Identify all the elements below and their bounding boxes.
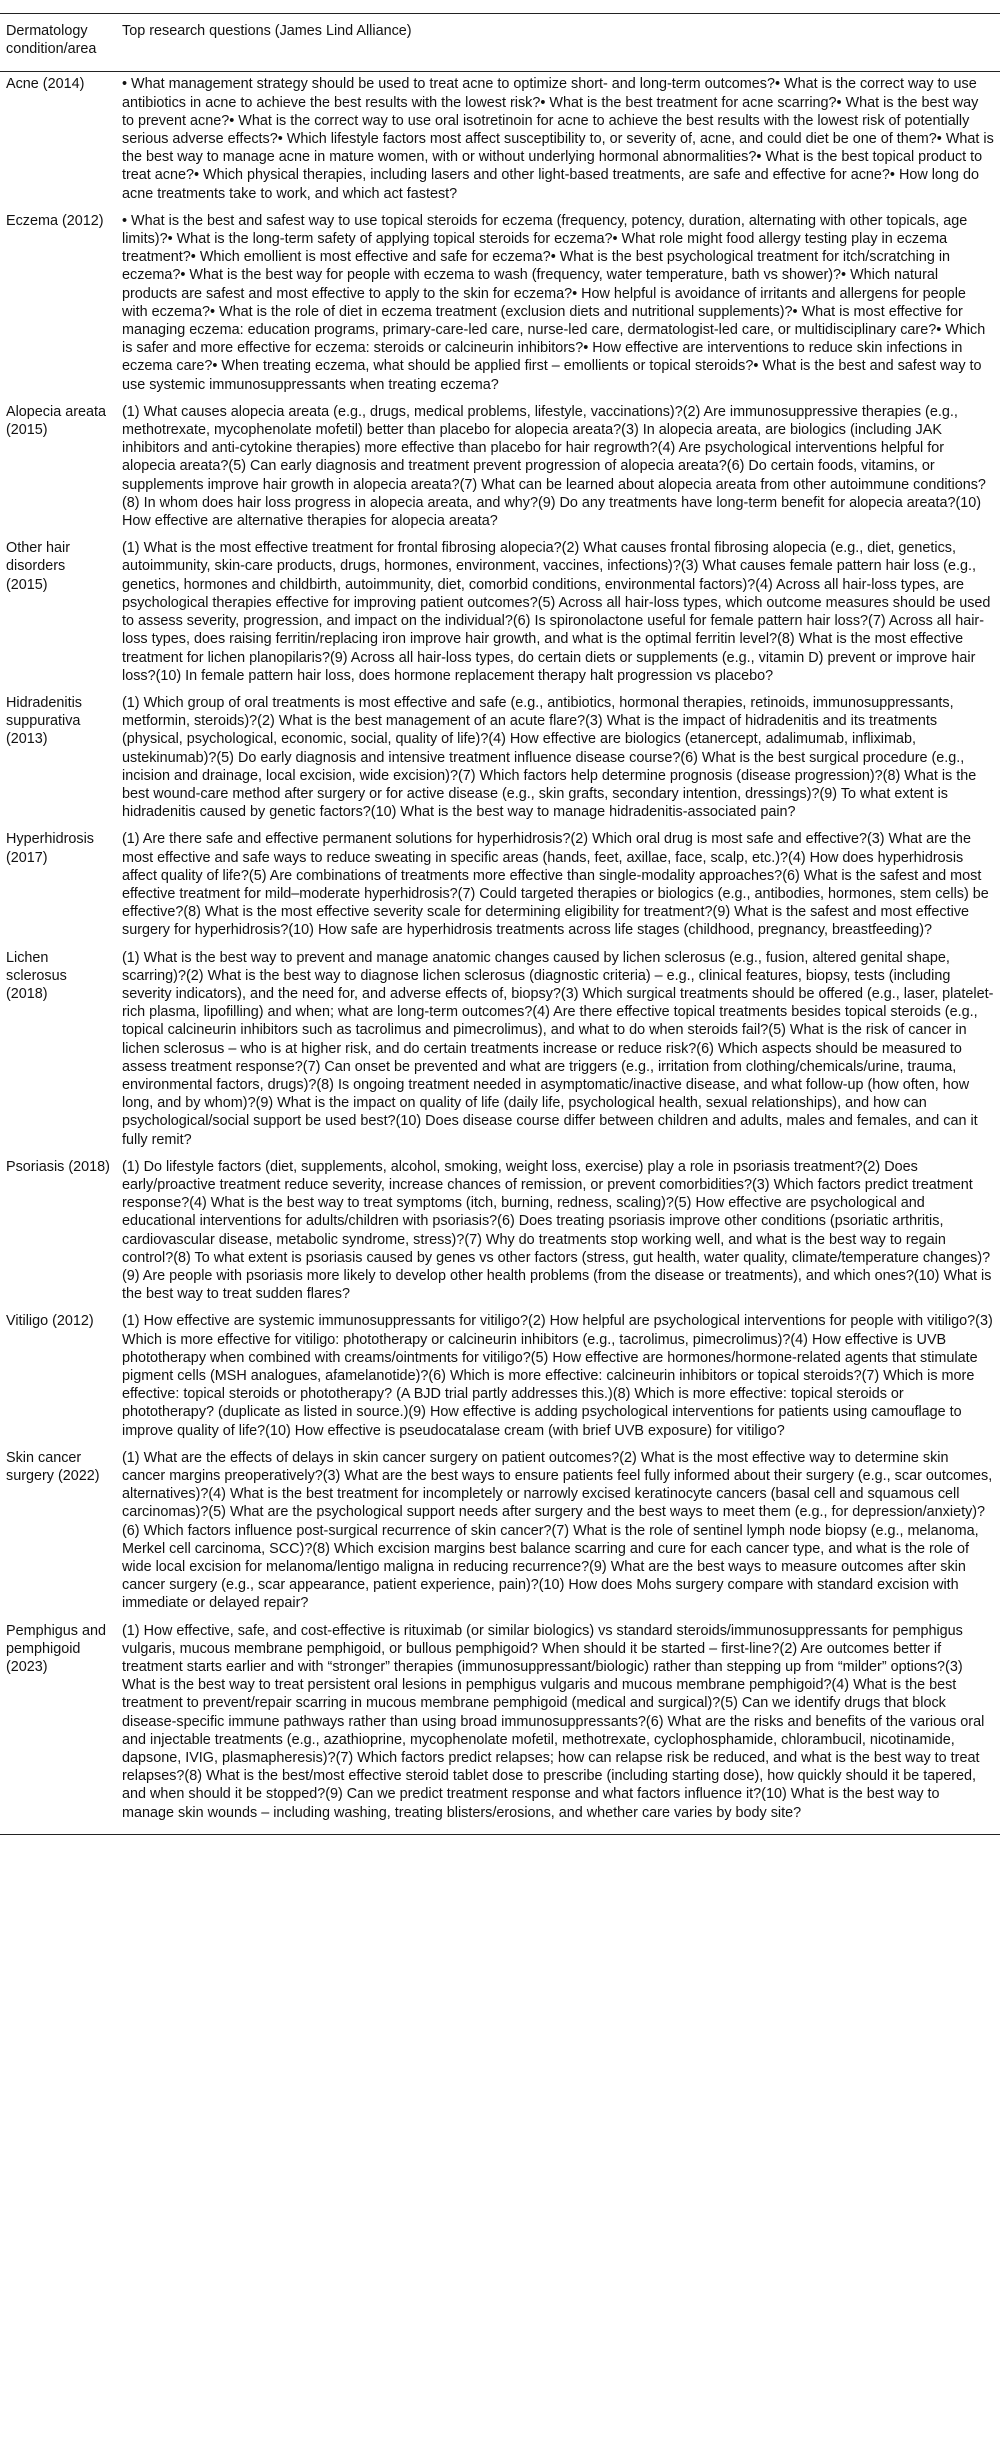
condition-cell: Psoriasis (2018) (6, 1158, 110, 1175)
questions-cell: (1) Do lifestyle factors (diet, supplements, alcohol, smoking, weight loss, exercise) play a role in psoriasis treatment?(2) Does early/proactive treatment reduce severity, increase chances of remission, or prevent comorbidities?(3) Which factors predict treatment response?(4) What is the best way to treat symptoms (itch, burning, redness, scaling)?(5) How effective are psychological and educational interventions for adults/children with psoriasis?(6) Does treating psoriasis improve other conditions (psoriatic arthritis, cardiovascular disease, metabolic syndrome, stress)?(7) Why do treatments stop working well, and what is the best way to regain control?(8) To what extent is psoriasis caused by genes vs other factors (stress, gut health, water quality, climate/temperature changes)?(9) Are people with psoriasis more likely to develop other health problems (from the disease or treatments), and which ones?(10) What is the best way to treat sudden flares? (122, 1158, 992, 1303)
table-row-hyperhidrosis (0, 827, 1000, 945)
header-condition: Dermatology condition/area (0, 14, 116, 72)
questions-cell: (1) Are there safe and effective permanent solutions for hyperhidrosis?(2) Which oral drug is most safe and effective?(3) What are the most effective and safe ways to reduce sweating in specific areas (hands, feet, axillae, face, scalp, etc.)?(4) How does hyperhidrosis affect quality of life?(5) Are combinations of treatments more effective than single-modality approaches?(6) What is the safest and most effective treatment for mild–moderate hyperhidrosis?(7) Could targeted therapies or biologics (e.g., antibodies, hormones, stem cells) be effective?(8) What is the most effective severity scale for determining eligibility for treatment?(9) What is the safest and most effective surgery for hyperhidrosis?(10) How safe are hyperhidrosis treatments across life stages (childhood, pregnancy, breastfeeding)? (122, 831, 989, 939)
header-questions: Top research questions (James Lind Alliance) (116, 14, 1000, 72)
condition-cell: Skin cancer surgery (2022) (6, 1449, 100, 1485)
condition-cell: Hyperhidrosis (2017) (6, 831, 94, 866)
questions-cell: (1) How effective are systemic immunosuppressants for vitiligo?(2) How helpful are psychological interventions for people with vitiligo?(3) Which is more effective for vitiligo: phototherapy or calcineurin inhibitors (e.g., tacrolimus, pimecrolimus)?(4) How effective is UVB phototherapy when combined with creams/ointments for vitiligo?(5) How effective are hormones/hormone-related agents that stimulate pigment cells (MSH analogues, afamelanotide)?(6) Which is more effective: calcineurin inhibitors or topical steroids?(7) Which is more effective: topical steroids or phototherapy? (A BJD trial partly addresses this.)(8) Which is more effective: topical steroids or phototherapy? (duplicate as listed in source.)(9) How effective is adding psychological interventions for patients using camouflage to improve quality of life?(10) How effective is pseudocatalase cream (with brief UVB exposure) for vitiligo? (122, 1313, 993, 1439)
table-row-acne (0, 72, 1000, 209)
questions-cell: (1) What causes alopecia areata (e.g., drugs, medical problems, lifestyle, vaccinations)?(2) Are immunosuppressive therapies (e.g., methotrexate, mycophenolate mofetil) better than placebo for alopecia areata?(3) In alopecia areata, are biologics (including JAK inhibitors and anti-cytokine therapies) more effective than placebo for hair regrowth?(4) Are psychological interventions helpful for alopecia areata?(5) Can early diagnosis and treatment prevent progression of alopecia areata?(6) Do certain foods, vitamins, or supplements improve hair growth in alopecia areata?(7) What can be learned about alopecia areata from other autoimmune conditions?(8) In whom does hair loss progress in alopecia areata, and why?(9) Do any treatments have long-term benefit for alopecia areata?(10) How effective are alternative therapies for alopecia areata? (122, 403, 986, 530)
header-row (0, 14, 1000, 72)
condition-cell: Lichen sclerosus (2018) (6, 949, 67, 1002)
table-row-hidradenitis-suppurativa (0, 691, 1000, 827)
questions-cell: (1) What is the best way to prevent and manage anatomic changes caused by lichen sclerosus (e.g., fusion, altered genital shape, scarring)?(2) What is the best way to diagnose lichen sclerosus (diagnostic criteria) – e.g., clinical features, biopsy, tests (including severity indicators), and the need for, and adverse effects of, biopsy?(3) Which surgical treatments should be offered (e.g., laser, platelet-rich plasma, lipofilling) and when; what are long-term outcomes?(4) Are there effective topical treatments besides topical steroids (e.g., topical calcineurin inhibitors such as tacrolimus and pimecrolimus), and what to do when steroids fail?(5) What is the risk of cancer in lichen sclerosus – who is at higher risk, and do certain treatments increase or reduce risk?(6) Which aspects should be measured to assess treatment response?(7) Can onset be prevented and what are triggers (e.g., irritation from clothing/chemicals/urine, trauma, environmental factors, drugs)?(8) Is ongoing treatment needed in asymptomatic/inactive disease, and what follow-up (how often, how long, and by whom)?(9) What is the impact on quality of life (daily life, psychological health, sexual relationships), and how can psychological/social support be used best?(10) Does disease course differ between children and adults, males and females, and can it fully remit? (122, 949, 994, 1148)
condition-cell: Other hair disorders (2015) (6, 540, 70, 593)
questions-cell: • What is the best and safest way to use topical steroids for eczema (frequency, potency, duration, alternating with other topicals, age limits)?• What is the long-term safety of applying topical steroids for eczema?• What role might food allergy testing play in eczema treatment?• Which emollient is most effective and safe for eczema?• What is the best psychological treatment for itch/scratching in eczema?• What is the best way for people with eczema to wash (frequency, water temperature, bath vs shower)?• Which natural products are safest and most effective to apply to the skin for eczema?• How helpful is avoidance of irritants and allergens for people with eczema?• What is the role of diet in eczema treatment (exclusion diets and nutritional supplements)?• What is most effective for managing eczema: education programs, primary-care-led care, nurse-led care, dermatologist-led care, or multidisciplinary care?• Which is safer and more effective for eczema: steroids or calcineurin inhibitors?• How effective are interventions to reduce skin infections in eczema care?• When treating eczema, what should be applied first – emollients or topical steroids?• What is the best and safest way to use systemic immunosuppressants when treating eczema? (122, 212, 986, 393)
questions-cell: • What management strategy should be used to treat acne to optimize short- and long-term outcomes?• What is the correct way to use antibiotics in acne to achieve the best results with the lowest risk?• What is the best treatment for acne scarring?• What is the best way to prevent acne?• What is the correct way to use oral isotretinoin for acne to achieve the best results with the lowest risk of potentially serious adverse effects?• Which lifestyle factors most affect susceptibility to, or severity of, acne, and could diet be one of them?• What is the best way to manage acne in mature women, with or without underlying hormonal abnormalities?• What is the best topical product to treat acne?• Which physical therapies, including lasers and other light-based treatments, are safe and effective for acne?• How long do acne treatments take to work, and which act fastest? (122, 76, 994, 202)
questions-cell: (1) How effective, safe, and cost-effective is rituximab (or similar biologics) vs standard steroids/immunosuppressants for pemphigus vulgaris, mucous membrane pemphigoid, or bullous pemphigoid? When should it be started – first-line?(2) Are outcomes better if treatment starts earlier and with “stronger” therapies (immunosuppressant/biologic) rather than stepping up from “milder” options?(3) What is the best way to treat persistent oral lesions in pemphigus vulgaris and mucous membrane pemphigoid?(4) What is the best treatment to prevent/repair scarring in mucous membrane pemphigoid (medical and surgical)?(5) Can we identify drugs that block disease-specific immune pathways rather than using broad immunosuppressants?(6) What are the risks and benefits of the various oral and injectable treatments (e.g., azathioprine, mycophenolate mofetil, methotrexate, cyclophosphamide, chlorambucil, nicotinamide, dapsone, IVIG, plasmapheresis)?(7) Which factors predict relapses; how can relapse risk be reduced, and what is the best way to treat relapses?(8) What is the best/most effective steroid tablet dose to prescribe (including starting dose), how quickly should it be tapered, and when should it be stopped?(9) Can we predict treatment response and what factors influence it?(10) What is the best way to manage skin wounds – including washing, treating blisters/erosions, and whether care varies by body site? (116, 1619, 1000, 1835)
table-row-skin-cancer-surgery (0, 1446, 1000, 1619)
questions-cell: (1) Which group of oral treatments is most effective and safe (e.g., antibiotics, hormonal therapies, retinoids, immunosuppressants, metformin, steroids)?(2) What is the best management of an acute flare?(3) What is the impact of hidradenitis and its treatments (physical, psychological, economic, social, quality of life)?(4) How effective are biologics (etanercept, adalimumab, infliximab, ustekinumab)?(5) Do early diagnosis and intensive treatment influence disease course?(6) What is the best surgical procedure (e.g., incision and drainage, local excision, wide excision)?(7) Which factors help determine prognosis (disease progression)?(8) What is the best wound-care method after surgery or for active disease (e.g., skin grafts, secondary intention, dressings)?(9) To what extent is hidradenitis caused by genetic factors?(10) What is the best way to manage hidradenitis-associated pain? (122, 694, 977, 821)
table-row-vitiligo (0, 1309, 1000, 1445)
research-questions-table (0, 13, 1000, 1835)
table-header (0, 14, 1000, 72)
table-row-lichen-sclerosus (0, 946, 1000, 1155)
table-row-psoriasis (0, 1155, 1000, 1310)
table-row-other-hair-disorders (0, 536, 1000, 691)
condition-cell: Pemphigus and pemphigoid (2023) (0, 1619, 116, 1835)
table-row-eczema (0, 209, 1000, 400)
condition-cell: Eczema (2012) (6, 212, 104, 229)
table-row-pemphigus-pemphigoid (0, 1619, 1000, 1835)
questions-cell: (1) What is the most effective treatment for frontal fibrosing alopecia?(2) What causes frontal fibrosing alopecia (e.g., diet, genetics, autoimmunity, skin-care products, drugs, hormones, environment, vaccines, infections)?(3) What causes female pattern hair loss (e.g., genetics, hormones and childbirth, autoimmunity, diet, comorbid conditions, environmental factors)?(4) Across all hair-loss types, are psychological therapies effective for improving patient outcomes?(5) Across all hair-loss types, which outcome measures should be used to assess severity, progression, and impact on the individual?(6) Is spironolactone useful for female pattern hair loss?(7) Across all hair-loss types, does raising ferritin/replacing iron improve hair growth, and what is the optimal ferritin level?(8) What is the most effective treatment for lichen planopilaris?(9) Across all hair-loss types, do certain diets or supplements (e.g., vitamin D) prevent or improve hair loss?(10) In female pattern hair loss, does hormone replacement therapy halt progression vs placebo? (122, 540, 991, 684)
condition-cell: Hidradenitis suppurativa (2013) (6, 694, 82, 748)
table-row-alopecia-areata (0, 400, 1000, 536)
condition-cell: Alopecia areata (2015) (6, 403, 107, 439)
condition-cell: Acne (2014) (6, 76, 85, 93)
questions-cell: (1) What are the effects of delays in skin cancer surgery on patient outcomes?(2) What is the most effective way to determine skin cancer margins preoperatively?(3) What are the best ways to ensure patients feel fully informed about their surgery (e.g., scar outcomes, alternatives)?(4) What is the best treatment for incompletely or narrowly excised keratinocyte cancers (basal cell and squamous cell carcinomas)?(5) What are the psychological support needs after surgery and the best ways to meet them (e.g., for depression/anxiety)?(6) Which factors influence post-surgical recurrence of skin cancer?(7) What is the role of sentinel lymph node biopsy (e.g., melanoma, Merkel cell carcinoma, SCC)?(8) Which excision margins best balance scarring and cure for each cancer type, and what is the role of wide local excision for melanoma/lentigo maligna in reducing recurrence?(9) What are the best ways to measure outcomes after skin cancer surgery (e.g., scar appearance, patient experience, pain)?(10) How does Mohs surgery compare with standard excision with immediate or delayed repair? (122, 1449, 993, 1612)
condition-cell: Vitiligo (2012) (6, 1313, 94, 1330)
table-body (0, 72, 1000, 1834)
